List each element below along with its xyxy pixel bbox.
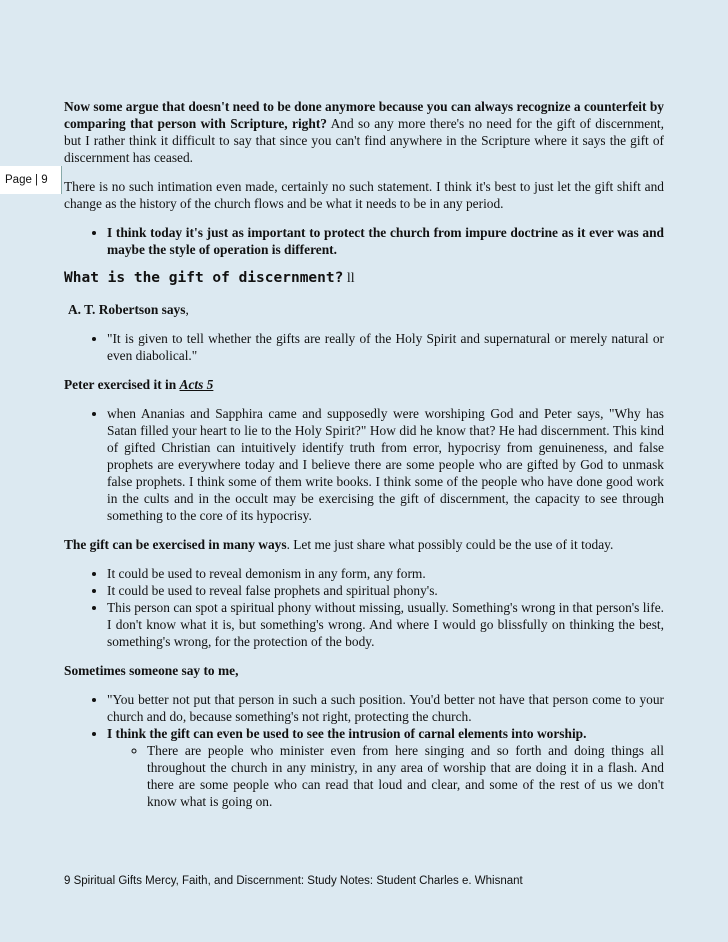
acts-5-link[interactable]: Acts 5 (179, 377, 214, 392)
ways-list (64, 565, 664, 650)
page-number-tab: Page | 9 (0, 166, 62, 194)
peter-list (64, 405, 664, 524)
section-heading: What is the gift of discernment? ll (64, 270, 355, 286)
list-item: • This person can spot a spiritual phony without missing, usually. Something's wrong in that person's life. I don't know what it is, but something's wrong. And where I would go blissfully on thinking the best, something's wrong, for the protection of the body. (107, 599, 664, 650)
intro-bold: Now some argue that doesn't need to be done anymore because you can always recognize a counterfeit by comparing that person with Scripture, right? (64, 99, 664, 131)
list-item: • I think today it's just as important to protect the church from impure doctrine as it ever was and maybe the style of operation is different. (107, 224, 664, 258)
document-body (64, 98, 664, 822)
author-line: A. T. Robertson says, (68, 302, 189, 317)
ways-paragraph: The gift can be exercised in many ways. Let me just share what possibly could be the use of it today. (64, 537, 614, 552)
page-footer: 9 Spiritual Gifts Mercy, Faith, and Discernment: Study Notes: Student Charles e. Whisnant (64, 875, 523, 887)
intro-paragraph (64, 98, 664, 166)
peter-line: Peter exercised it in Acts 5 (64, 377, 214, 392)
sub-list-item: ◦ There are people who minister even from here singing and so forth and doing things all throughout the church in any ministry, in any area of worship that are doing it in a flash. And there are some people who can read that loud and clear, and some of the rest of us we don't know what is going on. (147, 742, 664, 810)
last-list (64, 691, 664, 810)
list-item: • I think the gift can even be used to see the intrusion of carnal elements into worship. ◦ There are people who minister even from here singing and so forth and doing things all throughout the church in any ministry, in any area of worship that are doing it in a flash. And there are some people who can read that loud and clear, and some of the rest of us we don't know what is going on. (107, 725, 664, 810)
intro-rest: And so any more there's no need for the gift of discernment, but I rather think it difficult to say that since you can't find anywhere in the Scripture where it says the gift of discernment has ceased. (64, 116, 664, 165)
sub-list (107, 742, 664, 810)
list-item: • "You better not put that person in such a such position. You'd better not have that person come to your church and do, because something's not right, protecting the church. (107, 691, 664, 725)
paragraph-2: There is no such intimation even made, certainly no such statement. I think it's best to just let the gift shift and change as the history of the church flows and be what it needs to be in any period. (64, 179, 664, 211)
sometimes-line: Sometimes someone say to me, (64, 663, 239, 678)
quote-list (64, 330, 664, 364)
list-item: • "It is given to tell whether the gifts are really of the Holy Spirit and supernatural or merely natural or even diabolical." (107, 330, 664, 364)
list-item: • It could be used to reveal demonism in any form, any form. (107, 565, 664, 582)
bullet-list-1 (64, 224, 664, 258)
list-item: • It could be used to reveal false prophets and spiritual phony's. (107, 582, 664, 599)
list-item: • when Ananias and Sapphira came and supposedly were worshiping God and Peter says, "Why has Satan filled your heart to lie to the Holy Spirit?" How did he know that? He had discernment. This kind of gifted Christian can intuitively identify truth from error, hypocrisy from genuineness, and false prophets are everywhere today and I believe there are some people who are gifted by God to unmask false prophets. I think some of them write books. I think some of the people who have done good work in the cults and in the occult may be exercising the gift of discernment, the capacity to see through something to the core of its hypocrisy. (107, 405, 664, 524)
